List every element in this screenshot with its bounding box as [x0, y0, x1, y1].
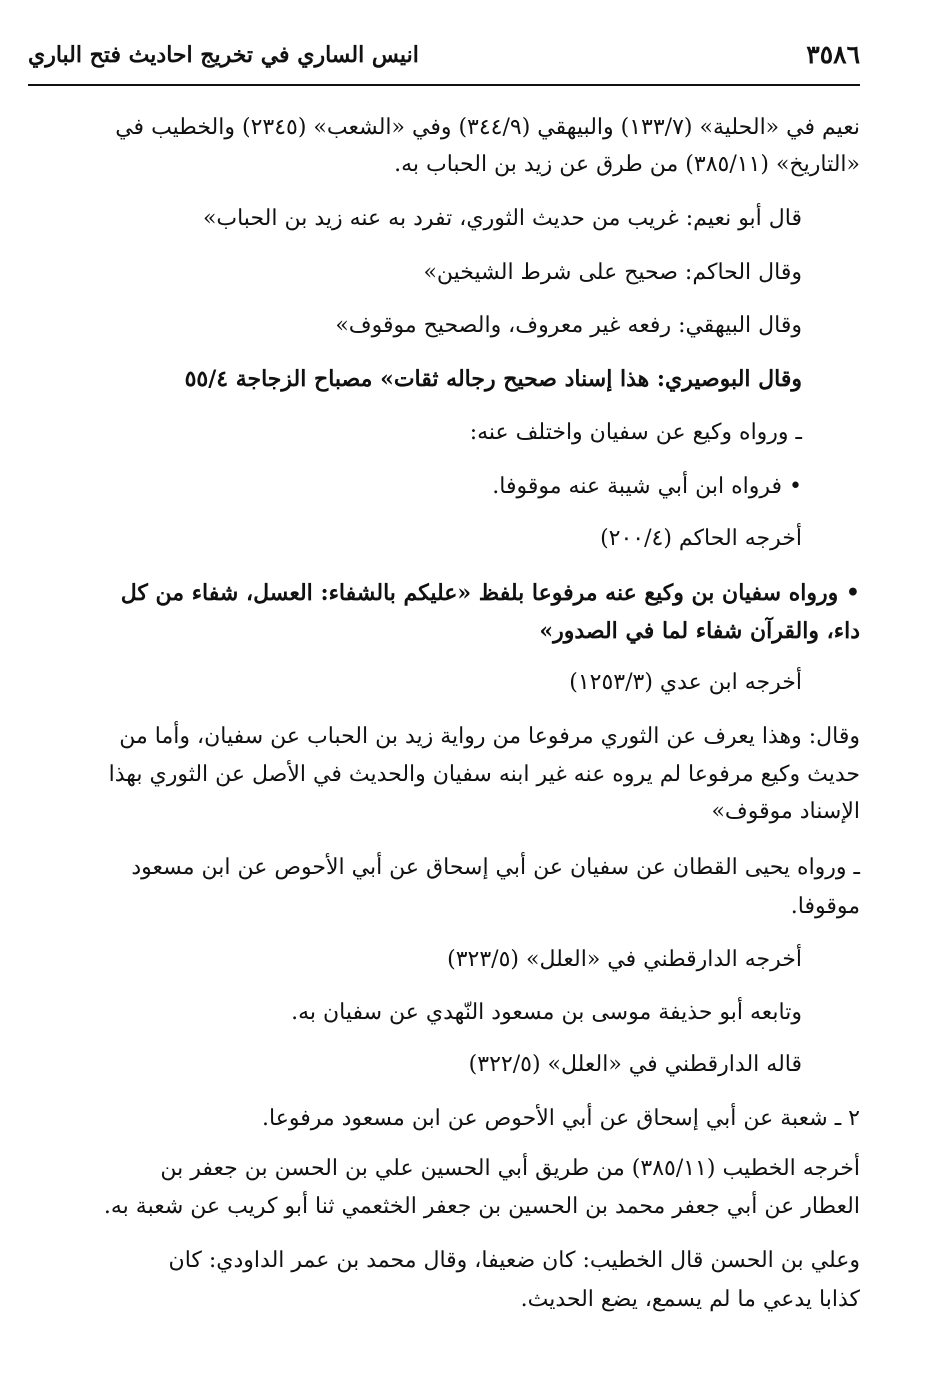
text-line: • ورواه سفيان بن وكيع عنه مرفوعا بلفظ «عليكم بالشفاء: العسل، شفاء من كل — [120, 580, 860, 606]
text-line: وقال: وهذا يعرف عن الثوري مرفوعا من رواية زيد بن الحباب عن سفيان، وأما من — [119, 724, 860, 749]
text-line: موقوفا. — [790, 894, 860, 919]
page-header — [28, 40, 860, 86]
running-title: انيس الساري في تخريج احاديث فتح الباري — [28, 42, 419, 68]
text-line: «التاريخ» (٣٨٥/١١) من طرق عن زيد بن الحباب به. — [394, 152, 860, 177]
text-line: قال أبو نعيم: غريب من حديث الثوري، تفرد به عنه زيد بن الحباب» — [202, 206, 802, 231]
text-line: حديث وكيع مرفوعا لم يروه عنه غير ابنه سفيان والحديث في الأصل عن الثوري بهذا — [108, 762, 860, 787]
text-line: وعلي بن الحسن قال الخطيب: كان ضعيفا، وقال محمد بن عمر الداودي: كان — [168, 1248, 860, 1273]
text-line: وتابعه أبو حذيفة موسى بن مسعود النّهدي عن سفيان به. — [291, 1000, 802, 1025]
page-number: ٣٥٨٦ — [806, 40, 860, 69]
text-line: أخرجه الخطيب (٣٨٥/١١) من طريق أبي الحسين علي بن الحسن بن جعفر بن — [160, 1156, 860, 1181]
text-line: • فرواه ابن أبي شيبة عنه موقوفا. — [492, 474, 802, 499]
text-line: ـ ورواه وكيع عن سفيان واختلف عنه: — [469, 420, 802, 445]
text-line: وقال الحاكم: صحيح على شرط الشيخين» — [423, 260, 802, 285]
text-line: قاله الدارقطني في «العلل» (٣٢٢/٥) — [468, 1052, 802, 1077]
text-line: وقال البوصيري: هذا إسناد صحيح رجاله ثقات» مصباح الزجاجة ٥٥/٤ — [184, 366, 802, 392]
text-line: نعيم في «الحلية» (١٣٣/٧) والبيهقي (٣٤٤/٩) وفي «الشعب» (٢٣٤٥) والخطيب في — [115, 115, 860, 140]
text-line: ٢ ـ شعبة عن أبي إسحاق عن أبي الأحوص عن ابن مسعود مرفوعا. — [262, 1106, 860, 1131]
text-line: داء، والقرآن شفاء لما في الصدور» — [539, 618, 860, 644]
text-line: العطار عن أبي جعفر محمد بن الحسين بن جعفر الخثعمي ثنا أبو كريب عن شعبة به. — [103, 1194, 860, 1219]
text-line: ـ ورواه يحيى القطان عن سفيان عن أبي إسحاق عن أبي الأحوص عن ابن مسعود — [131, 855, 860, 880]
text-line: أخرجه الحاكم (٢٠٠/٤) — [600, 526, 802, 551]
text-line: أخرجه ابن عدي (١٢٥٣/٣) — [569, 670, 802, 695]
text-line: وقال البيهقي: رفعه غير معروف، والصحيح موقوف» — [335, 313, 802, 338]
text-line: الإسناد موقوف» — [711, 799, 860, 824]
text-line: أخرجه الدارقطني في «العلل» (٣٢٣/٥) — [447, 947, 802, 972]
text-line: كذابا يدعي ما لم يسمع، يضع الحديث. — [520, 1287, 860, 1312]
